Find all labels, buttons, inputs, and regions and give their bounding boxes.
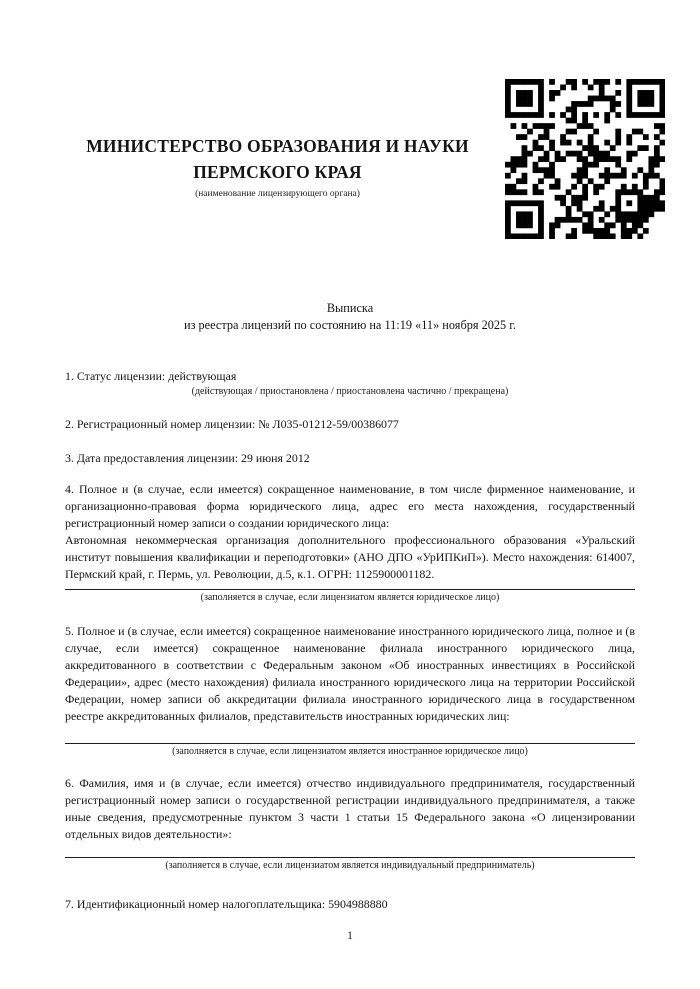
item-3-grant-date (65, 450, 635, 467)
legal-entity-body: 4. Полное и (в случае, если имеется) сокращенное наименование, в том числе фирменное наименование, и организационно-правовая форма юридического лица, адрес его места нахождения, государственный регистрационный номер записи о создании юридического лица: (65, 482, 635, 530)
document-title-line1: Выписка (326, 301, 374, 315)
item-5-foreign-entity (65, 623, 635, 758)
legal-entity-fill-line (65, 589, 635, 590)
foreign-entity-fill-line (65, 743, 635, 744)
item-6-individual-entrepreneur (65, 775, 635, 872)
ministry-name-line2: ПЕРМСКОГО КРАЯ (193, 162, 362, 182)
entrepreneur-body: 6. Фамилия, имя и (в случае, если имеется) отчество индивидуального предпринимателя, государственный регистрационный номер записи о государственной регистрации индивидуального предпринимателя, а также иные сведения, предусмотренные пунктом 3 части 1 статьи 15 Федерального закона «О лицензировании отдельных видов деятельности»: (65, 776, 635, 841)
item-7-taxpayer-number (65, 896, 635, 913)
ministry-name-caption: (наименование лицензирующего органа) (195, 189, 360, 199)
document-title (0, 300, 700, 334)
taxpayer-number-text: 7. Идентификационный номер налогоплательщика: 5904988880 (65, 897, 388, 911)
item-1-license-status (65, 368, 635, 398)
qr-code (505, 79, 665, 239)
entrepreneur-fill-line (65, 857, 635, 858)
entrepreneur-caption: (заполняется в случае, если лицензиатом является индивидуальный предприниматель) (165, 860, 535, 871)
registration-number-text: 2. Регистрационный номер лицензии: № Л035-01212-59/00386077 (65, 417, 399, 431)
license-status-text: 1. Статус лицензии: действующая (65, 369, 237, 383)
grant-date-text: 3. Дата предоставления лицензии: 29 июня 2012 (65, 451, 310, 465)
item-4-legal-entity (65, 481, 635, 604)
document-title-line2: из реестра лицензий по состоянию на 11:19 «11» ноября 2025 г. (184, 318, 516, 332)
foreign-entity-body: 5. Полное и (в случае, если имеется) сокращенное наименование иностранного юридического лица, полное и (в случае, если имеется) сокращенное наименование филиала иностранного юридического лица, аккредитованного в соответствии с Федеральным законом «Об иностранных инвестициях в Российской Федерации», адрес (место нахождения) филиала иностранного юридического лица на территории Российской Федерации, номер записи об аккредитации филиала иностранного юридического лица в государственном реестре аккредитованных филиалов, представительств иностранных юридических лиц: (65, 624, 635, 723)
legal-entity-caption: (заполняется в случае, если лицензиатом является юридическое лицо) (200, 592, 500, 603)
page-number: 1 (347, 930, 353, 942)
legal-entity-value: Автономная некоммерческая организация дополнительного профессионального образования «Уральский институт повышения квалификации и переподготовки» (АНО ДПО «УрИПКиП»). Место нахождения: 614007, Пермский край, г. Пермь, ул. Революции, д.5, к.1. ОГРН: 1125900001182. (65, 533, 635, 581)
ministry-name-line1: МИНИСТЕРСТВО ОБРАЗОВАНИЯ И НАУКИ (86, 136, 469, 156)
item-2-registration-number (65, 416, 635, 433)
licensing-authority-header (65, 133, 490, 200)
foreign-entity-caption: (заполняется в случае, если лицензиатом является иностранное юридическое лицо) (172, 746, 528, 757)
license-status-caption: (действующая / приостановлена / приостановлена частично / прекращена) (191, 386, 509, 397)
